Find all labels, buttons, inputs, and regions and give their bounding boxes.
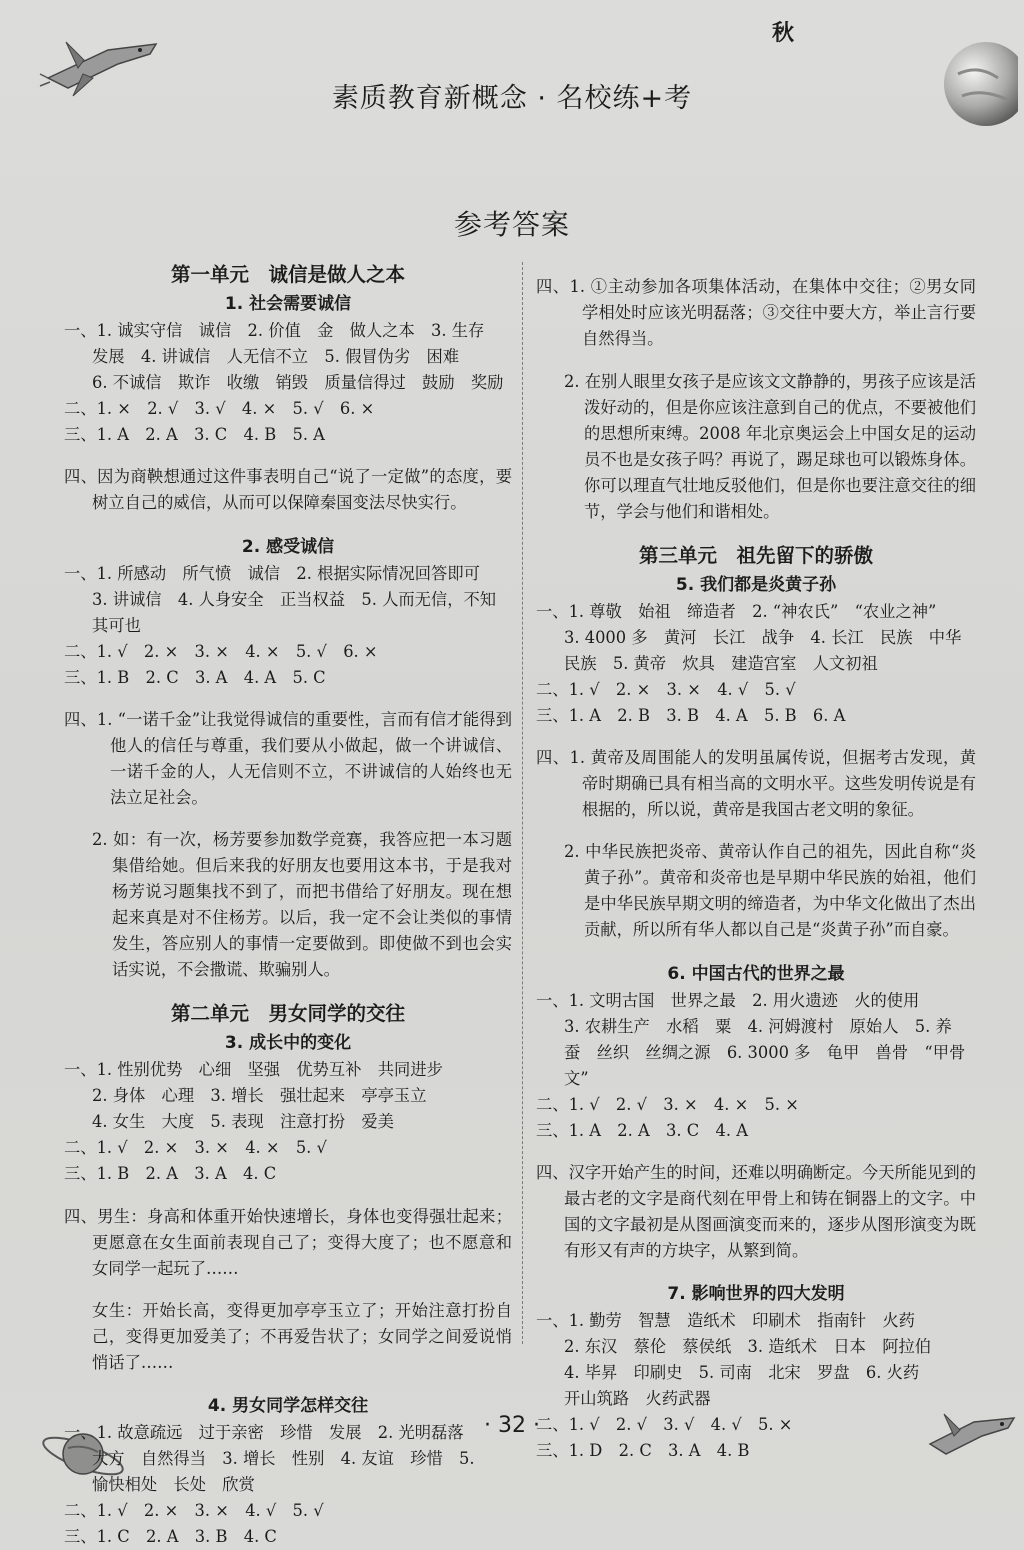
answer-line: 愉快相处 长处 欣赏: [92, 1475, 255, 1495]
answer-paragraph: 四、1. ①主动参加各项集体活动，在集体中交往；②男女同学相处时应该光明磊落；③交往中要大方，举止言行要自然得当。: [536, 277, 976, 349]
answer-line: 一、1. 诚实守信 诚信 2. 价值 金 做人之本 3. 生存: [64, 321, 485, 340]
answer-paragraph: 2. 如：有一次，杨芳要参加数学竞赛，我答应把一本习题集借给她。但后来我的好朋友也要用这本书，于是我对杨芳说习题集找不到了，而把书借给了好朋友。现在想起来真是对不住杨芳。以后，我一定不会让类似的事情发生，答应别人的事情一定要做到。即使做不到也会实话实说，不会撒谎、欺骗别人。: [92, 830, 512, 980]
answer-line: 三、1. B 2. A 3. A 4. C: [64, 1164, 277, 1184]
answer-paragraph: 2. 在别人眼里女孩子是应该文文静静的，男孩子应该是活泼好动的，但是你应该注意到自己的优点，不要被他们的思想所束缚。2008 年北京奥运会上中国女足的运动员不也是女孩子吗？再说了，踢足球也可以锻炼身体。你可以理直气壮地反驳他们，但是你也要注意交往的细节，学会与他们和谐相处。: [564, 371, 976, 521]
header-title: 素质教育新概念 · 名校练+考: [331, 83, 693, 114]
answer-line: 民族 5. 黄帝 炊具 建造宫室 人文初祖: [564, 653, 878, 673]
answer-line: 三、1. A 2. B 3. B 4. A 5. B 6. A: [536, 705, 846, 725]
answer-line: 3. 讲诚信 4. 人身安全 正当权益 5. 人而无信，不知: [92, 589, 497, 609]
answer-line: 二、1. √ 2. × 3. × 4. √ 5. √: [536, 679, 796, 699]
answer-paragraph: 四、1. “一诺千金”让我觉得诚信的重要性，言而有信才能得到他人的信任与尊重，我们要从小做起，做一个讲诚信、一诺千金的人，人无信则不立，不讲诚信的人始终也无法立足社会。: [64, 709, 512, 807]
answer-line: 二、1. √ 2. √ 3. √ 4. √ 5. ×: [536, 1415, 793, 1435]
answer-line: 2. 东汉 蔡伦 蔡侯纸 3. 造纸术 日本 阿拉伯: [564, 1337, 932, 1357]
season-label: 秋: [772, 20, 795, 46]
answer-line: 发展 4. 讲诚信 人无信不立 5. 假冒伪劣 困难: [92, 347, 460, 366]
answer-line: 文”: [564, 1068, 589, 1088]
answer-paragraph: 四、汉字开始产生的时间，还难以明确断定。今天所能见到的最古老的文字是商代刻在甲骨上和铸在铜器上的文字。中国的文字最初是从图画演变而来的，逐步从图形演变为既有形又有声的方块字，从繁到简。: [536, 1163, 976, 1261]
answer-paragraph: 四、男生：身高和体重开始快速增长，身体也变得强壮起来；更愿意在女生面前表现自己了；变得大度了；也不愿意和女同学一起玩了……: [64, 1206, 512, 1278]
answer-line: 3. 农耕生产 水稻 粟 4. 河姆渡村 原始人 5. 养: [564, 1016, 952, 1036]
right-column: [536, 258, 976, 1464]
answer-paragraph: 2. 中华民族把炎帝、黄帝认作自己的祖先，因此自称“炎黄子孙”。黄帝和炎帝也是早期中华民族的始祖，他们是中华民族早期文明的缔造者，为中华文化做出了杰出贡献，所以所有华人都以自己是“炎黄子孙”而自豪。: [564, 842, 976, 940]
answer-line: 二、1. √ 2. × 3. × 4. × 5. √ 6. ×: [64, 641, 378, 661]
answer-line: 一、1. 勤劳 智慧 造纸术 印刷术 指南针 火药: [536, 1311, 915, 1331]
answer-line: 一、1. 性别优势 心细 坚强 优势互补 共同进步: [64, 1060, 443, 1080]
answer-line: 4. 毕昇 印刷史 5. 司南 北宋 罗盘 6. 火药: [564, 1363, 920, 1383]
lesson-6-title: 6. 中国古代的世界之最: [667, 963, 845, 984]
answer-line: 二、1. √ 2. √ 3. × 4. × 5. ×: [536, 1094, 799, 1114]
answer-line: 3. 4000 多 黄河 长江 战争 4. 长江 民族 中华: [564, 627, 962, 647]
answer-line: 6. 不诚信 欺诈 收缴 销毁 质量信得过 鼓励 奖励: [92, 373, 504, 392]
page-number: · 32 ·: [484, 1413, 540, 1438]
answer-line: 其可也: [92, 615, 141, 635]
answer-line: 开山筑路 火药武器: [564, 1389, 711, 1409]
answer-line: 三、1. A 2. A 3. C 4. A: [536, 1120, 748, 1140]
answer-line: 三、1. B 2. C 3. A 4. A 5. C: [64, 667, 326, 687]
unit-2-title: 第二单元 男女同学的交往: [170, 1002, 405, 1026]
answer-line: 蚕 丝织 丝绸之源 6. 3000 多 龟甲 兽骨 “甲骨: [564, 1042, 966, 1062]
answer-line: 4. 女生 大度 5. 表现 注意打扮 爱美: [92, 1112, 394, 1132]
answer-paragraph: 女生：开始长高，变得更加亭亭玉立了；开始注意打扮自己，变得更加爱美了；不再爱告状了；女同学之间爱说悄悄话了……: [92, 1301, 512, 1373]
lesson-4-title: 4. 男女同学怎样交往: [207, 1396, 369, 1417]
answer-line: 一、1. 所感动 所气愤 诚信 2. 根据实际情况回答即可: [64, 563, 480, 583]
page-heading: 参考答案: [453, 208, 570, 241]
answer-line: 二、1. √ 2. × 3. × 4. √ 5. √: [64, 1501, 324, 1521]
answer-paragraph: 四、1. 黄帝及周围能人的发明虽属传说，但据考古发现，黄帝时期确已具有相当高的文明水平。这些发明传说是有根据的，所以说，黄帝是我国古老文明的象征。: [536, 748, 976, 820]
answer-line: 三、1. A 2. A 3. C 4. B 5. A: [64, 425, 325, 444]
answer-line: 二、1. × 2. √ 3. √ 4. × 5. √ 6. ×: [64, 399, 375, 418]
lesson-1-title: 1. 社会需要诚信: [224, 294, 352, 314]
lesson-3-title: 3. 成长中的变化: [224, 1033, 352, 1054]
answer-line: 三、1. D 2. C 3. A 4. B: [536, 1441, 750, 1461]
lesson-7-title: 7. 影响世界的四大发明: [667, 1284, 845, 1305]
column-divider: [522, 262, 523, 1344]
answer-line: 二、1. √ 2. × 3. × 4. × 5. √: [64, 1138, 327, 1158]
unit-1-title: 第一单元 诚信是做人之本: [170, 263, 405, 286]
answer-paragraph: 四、因为商鞅想通过这件事表明自己“说了一定做”的态度，要树立自己的威信，从而可以保障秦国变法尽快实行。: [64, 467, 512, 513]
answer-line: 一、1. 文明古国 世界之最 2. 用火遗迹 火的使用: [536, 990, 920, 1010]
answer-line: 三、1. C 2. A 3. B 4. C: [64, 1527, 277, 1547]
unit-3-title: 第三单元 祖先留下的骄傲: [638, 543, 873, 567]
left-column: [64, 258, 512, 1550]
lesson-5-title: 5. 我们都是炎黄子孙: [675, 574, 837, 595]
answer-line: 2. 身体 心理 3. 增长 强壮起来 亭亭玉立: [92, 1086, 427, 1106]
answer-line: 一、1. 故意疏远 过于亲密 珍惜 发展 2. 光明磊落: [64, 1423, 464, 1443]
answer-line: 一、1. 尊敬 始祖 缔造者 2. “神农氏” “农业之神”: [536, 601, 937, 621]
lesson-2-title: 2. 感受诚信: [241, 536, 335, 557]
answer-line: 大方 自然得当 3. 增长 性别 4. 友谊 珍惜 5.: [92, 1449, 475, 1469]
